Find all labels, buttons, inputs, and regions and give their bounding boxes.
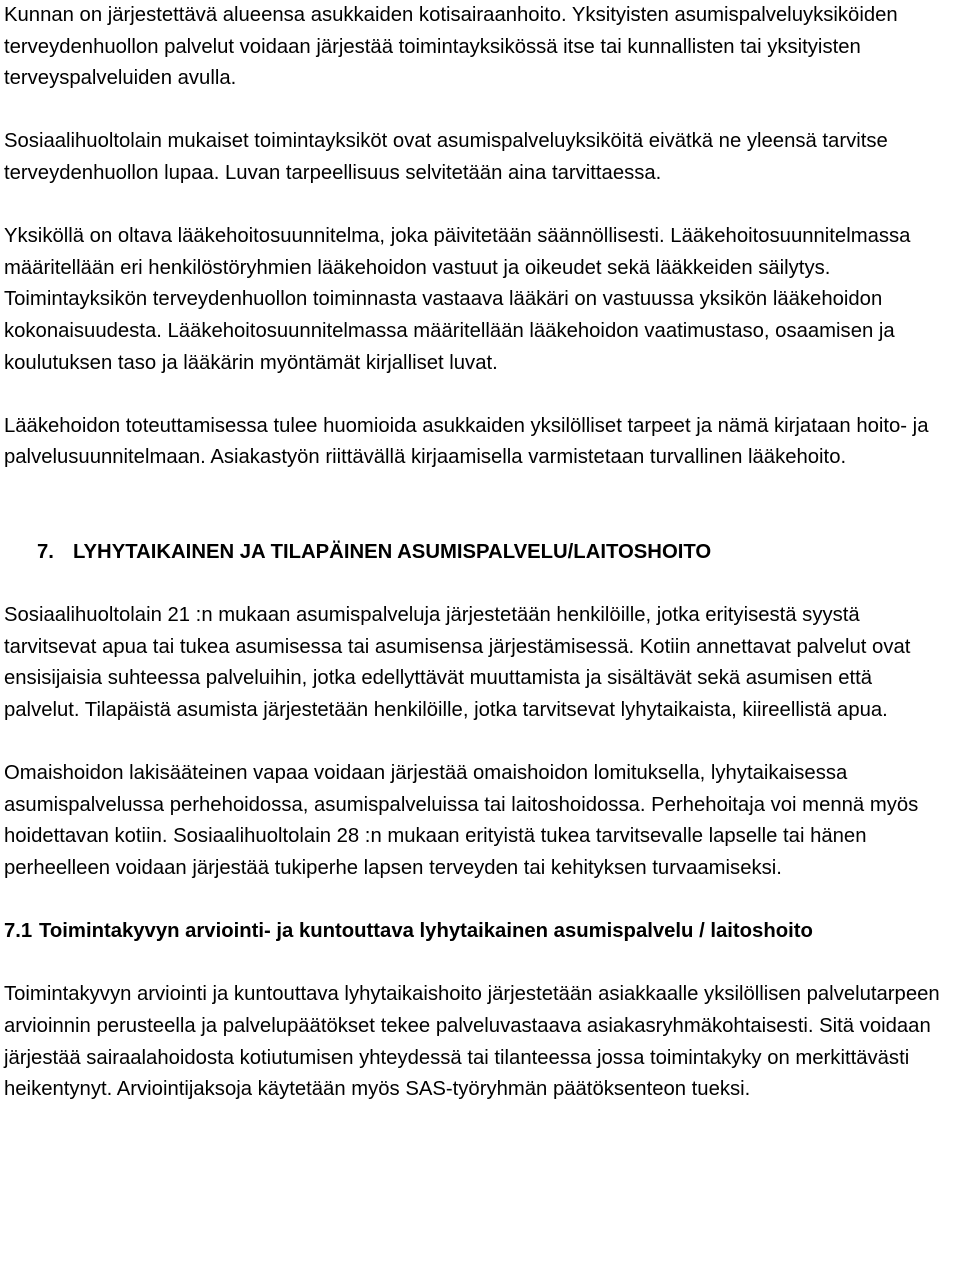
section-7-1-heading [4,916,952,948]
spacer [4,190,952,222]
spacer [4,95,952,127]
spacer [4,885,952,917]
section-7-title: LYHYTAIKAINEN JA TILAPÄINEN ASUMISPALVELU/LAITOSHOITO [73,541,712,564]
paragraph-permits: Sosiaalihuoltolain mukaiset toimintayksiköt ovat asumispalveluyksiköitä eivätkä ne yleensä tarvitse terveydenhuollon lupaa. Luvan tarpeellisuus selvitetään aina tarvittaessa. [4,130,888,184]
paragraph-assessment: Toimintakyvyn arviointi ja kuntouttava lyhytaikaishoito järjestetään asiakkaalle yksilöllisen palvelutarpeen arvioinnin perusteella ja palvelupäätökset tekee palveluvastaava asiakasryhmäkohtaisesti. Sitä voidaan järjestää sairaalahoidosta kotiutumisen yhteydessä tai tilanteessa jossa toimintakyky on merkittävästi heikentynyt. Arviointijaksoja käytetään myös SAS-työryhmän päätöksenteon tueksi. [4,983,940,1101]
spacer [4,569,952,601]
spacer [4,948,952,980]
spacer [4,474,952,537]
spacer [4,379,952,411]
spacer [4,727,952,759]
paragraph-medication-implementation: Lääkehoidon toteuttamisessa tulee huomioida asukkaiden yksilölliset tarpeet ja nämä kirjataan hoito- ja palvelusuunnitelmaan. Asiakastyön riittävällä kirjaamisella varmistetaan turvallinen lääkehoito. [4,414,929,469]
document-page [4,0,952,1106]
section-7-1-number: 7.1 [4,920,33,943]
section-7-1-title: Toimintakyvyn arviointi- ja kuntouttava lyhytaikainen asumispalvelu / laitoshoito [39,920,813,943]
paragraph-medication-plan: Yksiköllä on oltava lääkehoitosuunnitelma, joka päivitetään säännöllisesti. Lääkehoitosuunnitelmassa määritellään eri henkilöstöryhmien lääkehoidon vastuut ja oikeudet sekä lääkkeiden säilytys. Toimintayksikön terveydenhuollon toiminnasta vastaava lääkäri on vastuussa yksikön lääkehoidon kokonaisuudesta. Lääkehoitosuunnitelmassa määritellään lääkehoidon vaatimustaso, osaamisen ja koulutuksen taso ja lääkärin myöntämät kirjalliset luvat. [4,225,911,374]
section-7-number: 7. [37,541,54,564]
paragraph-housing-services: Sosiaalihuoltolain 21 :n mukaan asumispalveluja järjestetään henkilöille, jotka erityisestä syystä tarvitsevat apua tai tukea asumisessa tai asumisensa järjestämisessä. Kotiin annettavat palvelut ovat ensisijaisia suhteessa palveluihin, jotka edellyttävät muuttamista ja sisältävät sekä asumisen että palvelut. Tilapäistä asumista järjestetään henkilöille, jotka tarvitsevat lyhytaikaista, kiireellistä apua. [4,604,911,722]
paragraph-caregiver-leave: Omaishoidon lakisääteinen vapaa voidaan järjestää omaishoidon lomituksella, lyhytaikaisessa asumispalvelussa perhehoidossa, asumispalveluissa tai laitoshoidossa. Perhehoitaja voi mennä myös hoidettavan kotiin. Sosiaalihuoltolain 28 :n mukaan erityistä tukea tarvitsevalle lapselle tai hänen perheelleen voidaan järjestää tukiperhe lapsen terveyden tai kehityksen turvaamiseksi. [4,762,919,880]
paragraph-home-nursing: Kunnan on järjestettävä alueensa asukkaiden kotisairaanhoito. Yksityisten asumispalveluyksiköiden terveydenhuollon palvelut voidaan järjestää toimintayksikössä itse tai kunnallisten tai yksityisten terveyspalveluiden avulla. [4,4,898,90]
section-7-heading [4,537,952,569]
